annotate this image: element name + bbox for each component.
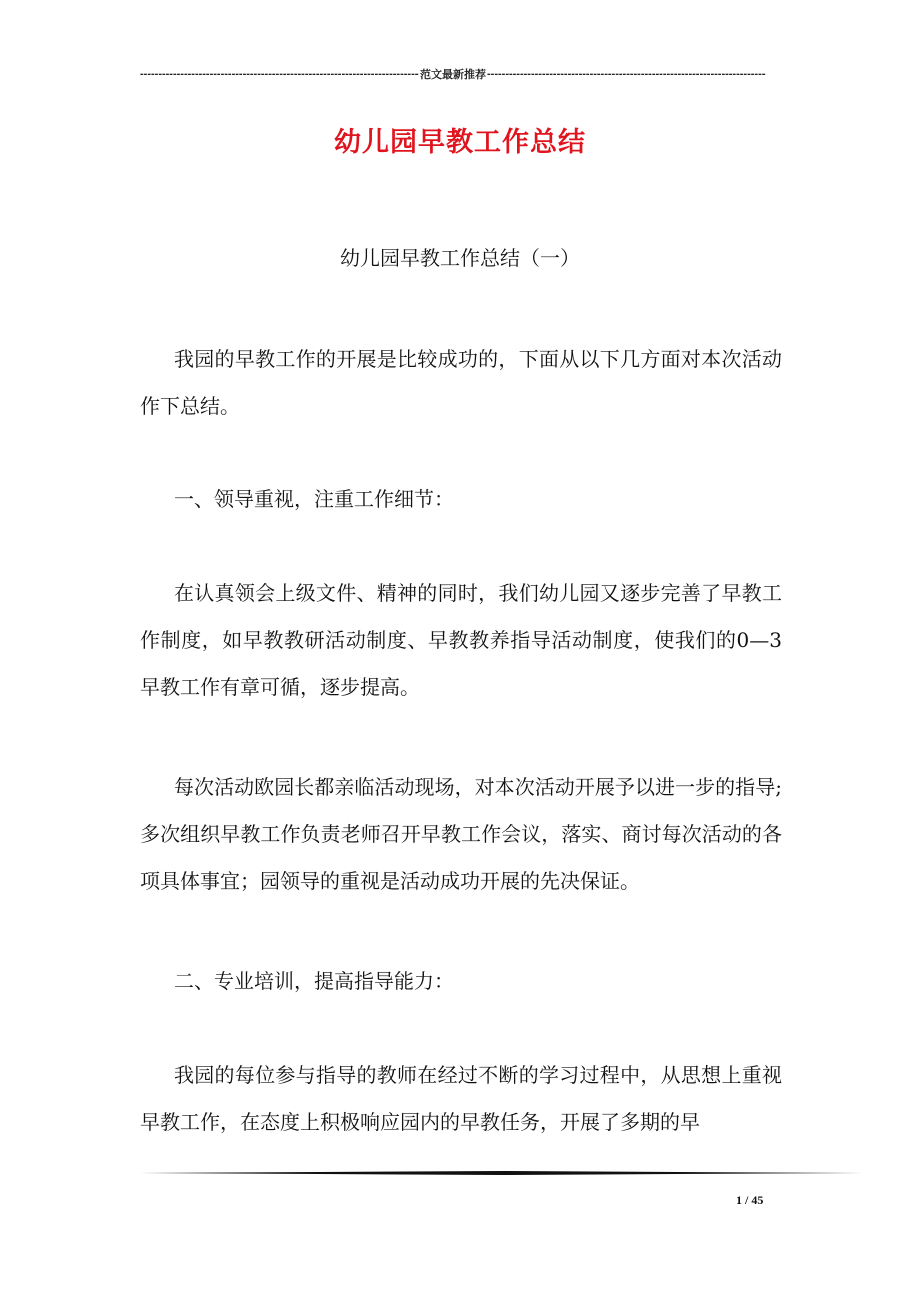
footer-divider xyxy=(140,1171,863,1175)
paragraph-body: 在认真领会上级文件、精神的同时，我们幼儿园又逐步完善了早教工作制度，如早教教研活动制度、早教教养指导活动制度，使我们的0—3早教工作有章可循，逐步提高。 xyxy=(140,581,782,699)
paragraph-body: 我园的每位参与指导的教师在经过不断的学习过程中，从思想上重视早教工作，在态度上积极响应园内的早教任务，开展了多期的早 xyxy=(140,1063,782,1134)
section-heading-1: 一、领导重视，注重工作细节： xyxy=(174,487,454,511)
page-header xyxy=(140,66,766,82)
header-label: 范文最新推荐 xyxy=(420,69,486,81)
header-dash-right xyxy=(487,68,766,80)
header-dash-left xyxy=(140,68,419,80)
document-subtitle: 幼儿园早教工作总结（一） xyxy=(340,246,580,270)
paragraph-intro: 我园的早教工作的开展是比较成功的，下面从以下几方面对本次活动作下总结。 xyxy=(140,347,782,418)
page-number: 1 / 45 xyxy=(736,1193,764,1207)
section-heading-2: 二、专业培训，提高指导能力： xyxy=(174,969,454,993)
paragraph-body: 每次活动欧园长都亲临活动现场，对本次活动开展予以进一步的指导;多次组织早教工作负责老师召开早教工作会议，落实、商讨每次活动的各项具体事宜；园领导的重视是活动成功开展的先决保证。 xyxy=(140,775,782,893)
document-title: 幼儿园早教工作总结 xyxy=(334,127,586,158)
